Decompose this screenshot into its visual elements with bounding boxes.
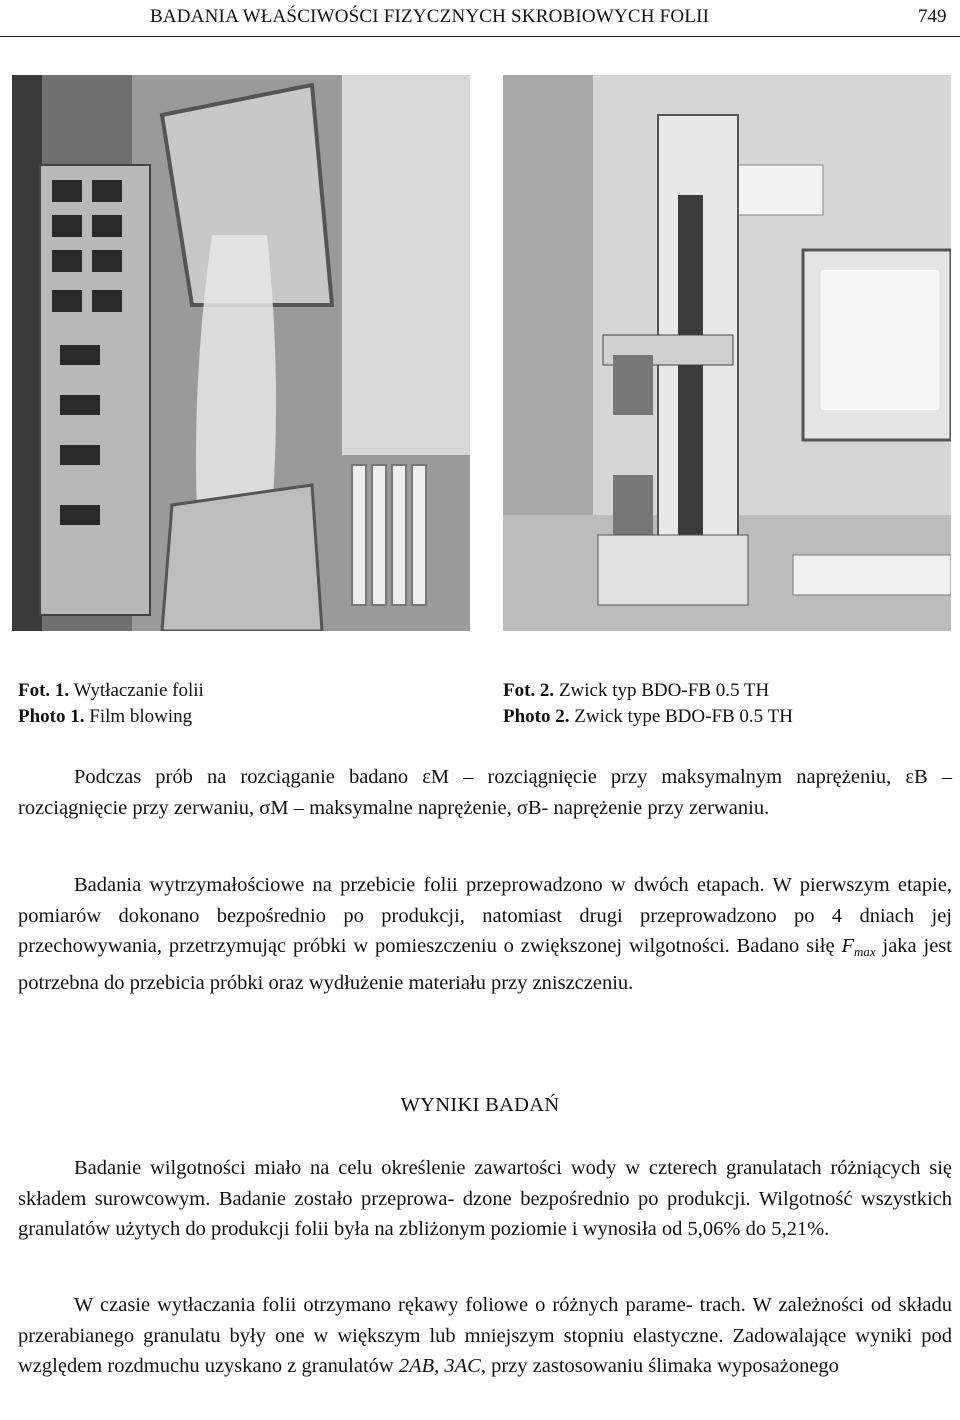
caption-text: Zwick typ BDO-FB 0.5 TH: [554, 680, 770, 701]
paragraph-tensile: [18, 762, 952, 823]
caption-text: Wytłaczanie folii: [69, 680, 204, 701]
text-run: Badania wytrzymałościowe na przebicie folii przeprowadzono w dwóch etapach. W pierwszym etapie, pomiarów dokonano bezpośrednio po produkcji, natomiast drugi przeprowadzono po 4 dniach jej przechowywania, przetrzymując próbki w pomieszczeniu o zwiększonej wilgotności. Badano siłę: [18, 874, 952, 957]
caption-label: Fot. 1.: [18, 680, 70, 701]
caption-photo-1: [18, 678, 204, 730]
paragraph-puncture: [18, 870, 952, 998]
text-run: jaka jest potrzebna do przebicia próbki oraz wydłużenie materiału przy zniszczeniu.: [18, 935, 952, 994]
granulate-names: 2AB, 3AC,: [398, 1355, 486, 1377]
caption-label: Photo 2.: [503, 706, 570, 727]
caption-label: Fot. 2.: [503, 680, 555, 701]
photo-zwick-tester: [503, 75, 951, 631]
caption-photo-2: [503, 678, 793, 730]
caption-photo-2-en: [503, 704, 793, 730]
caption-text: Film blowing: [84, 706, 193, 727]
caption-photo-1-pl: [18, 678, 204, 704]
caption-photo-2-pl: [503, 678, 793, 704]
paragraph-moisture: [18, 1153, 952, 1245]
film-blowing-photo-graphic: [12, 75, 470, 631]
subscript-max: max: [853, 944, 876, 959]
caption-photo-1-en: [18, 704, 204, 730]
photo-film-blowing: [12, 75, 470, 631]
running-header: [0, 0, 960, 36]
paragraph-extrusion: [18, 1290, 952, 1382]
text-run: przy zastosowaniu ślimaka wyposażonego: [485, 1355, 839, 1377]
zwick-tester-photo-graphic: [503, 75, 951, 631]
running-title: BADANIA WŁAŚCIWOŚCI FIZYCZNYCH SKROBIOWYCH FOLII: [150, 6, 710, 27]
section-heading: WYNIKI BADAŃ: [400, 1094, 560, 1116]
paragraph-text: Badanie wilgotności miało na celu określenie zawartości wody w czterech granulatach różniących się składem surowcowym. Badanie zostało przeprowa- dzone bezpośrednio po produkcji. Wilgotność wszystkich granulatów użytych do produkcji folii była na zbliżonym poziomie i wynosiła od 5,06% do 5,21%.: [18, 1157, 952, 1240]
caption-text: Zwick type BDO-FB 0.5 TH: [569, 706, 793, 727]
caption-label: Photo 1.: [18, 706, 85, 727]
paragraph-text: [18, 870, 952, 998]
paragraph-text: [18, 1290, 952, 1382]
page-number: 749: [918, 6, 947, 27]
text-run: W czasie wytłaczania folii otrzymano rękawy foliowe o różnych parame- trach. W zależności od składu przerabianego granulatu były one w większym lub mniejszym stopniu elastyczne. Zadowalające wyniki pod względem rozdmuchu uzyskano z granulatów: [18, 1294, 952, 1377]
paragraph-text: Podczas prób na rozciąganie badano εM – rozciągnięcie przy maksymalnym naprężeniu, εB – rozciągnięcie przy zerwaniu, σM – maksymalne naprężenie, σB- naprężenie przy zerwaniu.: [18, 766, 952, 819]
header-rule: [0, 36, 960, 37]
symbol-f: F: [841, 935, 854, 957]
